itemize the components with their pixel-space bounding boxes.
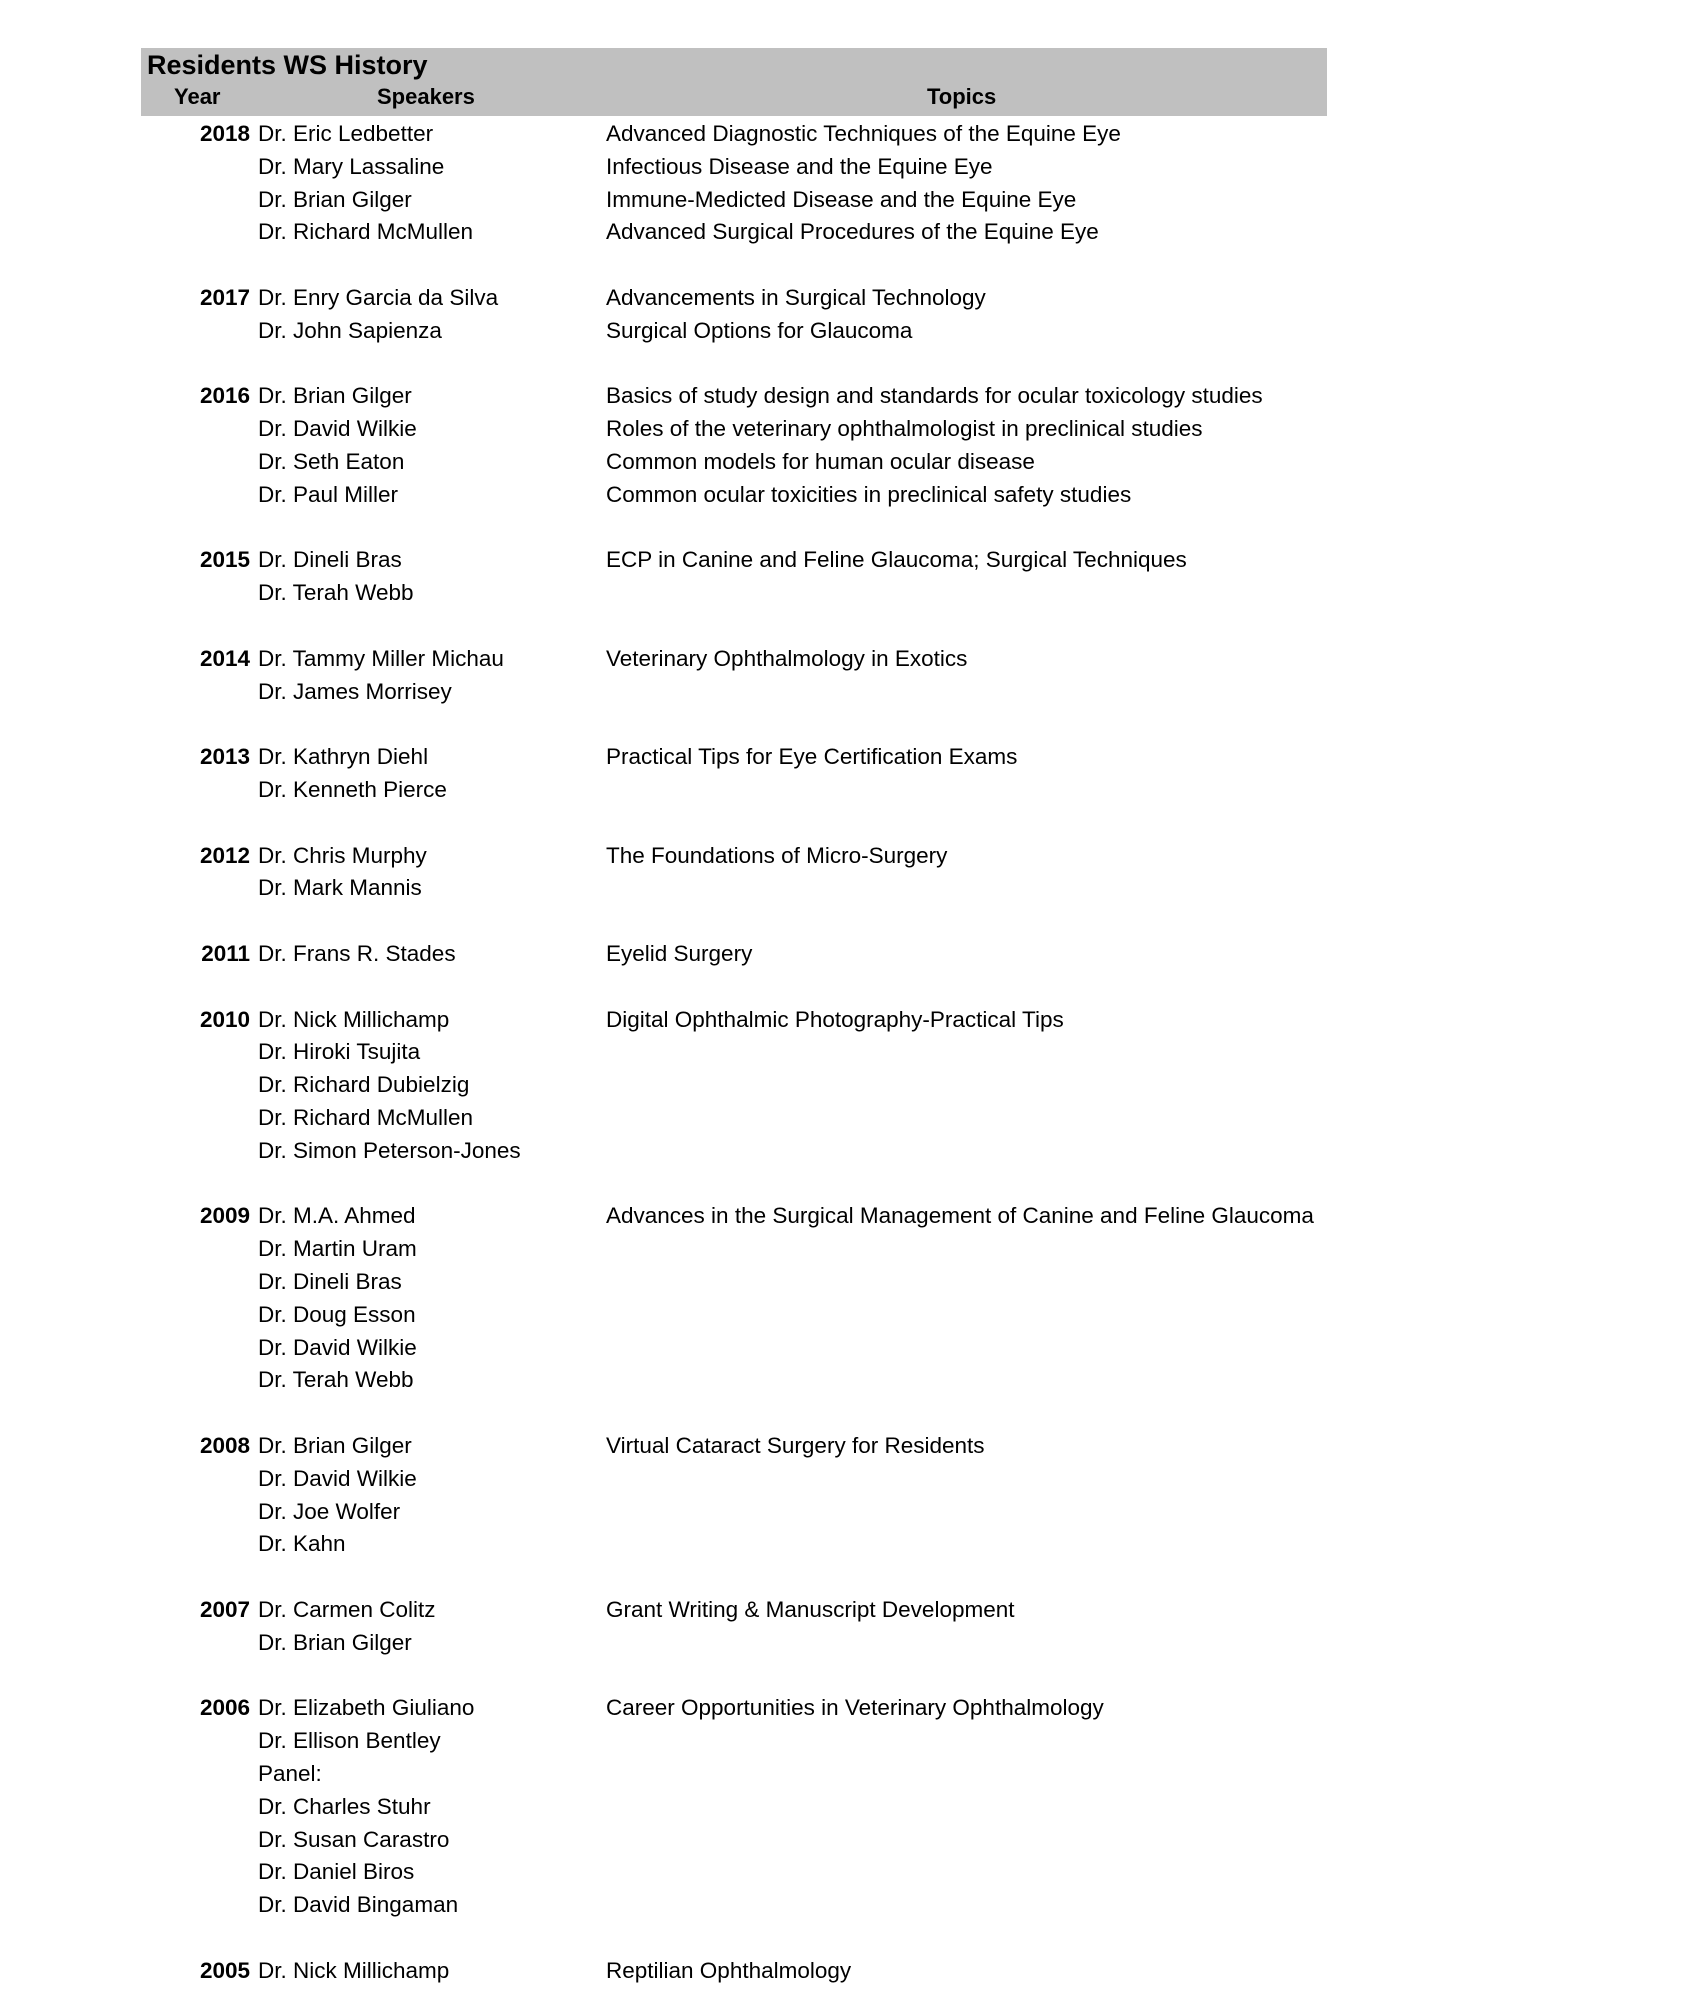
- topic-cell: Practical Tips for Eye Certification Exams: [606, 744, 1018, 770]
- table-row: [0, 1134, 1700, 1167]
- topic-cell: Common ocular toxicities in preclinical safety studies: [606, 481, 1132, 507]
- speaker-cell: Dr. Paul Miller: [258, 481, 399, 507]
- table-row: [0, 1265, 1700, 1298]
- speaker-cell: Dr. Terah Webb: [258, 580, 414, 606]
- speaker-cell: Dr. David Wilkie: [258, 1334, 417, 1360]
- table-row: [0, 150, 1700, 183]
- topic-cell: Career Opportunities in Veterinary Ophthalmology: [606, 1695, 1104, 1721]
- speaker-cell: Panel:: [258, 1761, 322, 1786]
- table-row: [0, 445, 1700, 478]
- table-row: [0, 1101, 1700, 1134]
- year-cell: 2015: [199, 547, 250, 573]
- speaker-cell: Dr. Nick Millichamp: [258, 1006, 450, 1032]
- topic-cell: Advancements in Surgical Technology: [606, 285, 986, 310]
- speaker-cell: Dr. Richard Dubielzig: [258, 1072, 470, 1098]
- topic-cell: Immune-Medicted Disease and the Equine Eye: [606, 186, 1077, 212]
- year-cell: 2010: [199, 1006, 250, 1032]
- topic-cell: Virtual Cataract Surgery for Residents: [606, 1433, 985, 1458]
- table-row: [0, 1790, 1700, 1823]
- year-cell: 2012: [199, 842, 250, 868]
- year-cell: 2009: [199, 1203, 250, 1229]
- table-row: [0, 412, 1700, 445]
- speaker-cell: Dr. Tammy Miller Michau: [258, 645, 504, 671]
- table-row: [0, 839, 1700, 872]
- speaker-cell: Dr. Nick Millichamp: [258, 1957, 450, 1983]
- table-row: [0, 1724, 1700, 1757]
- topic-cell: Eyelid Surgery: [606, 941, 753, 966]
- speaker-cell: Dr. James Morrisey: [258, 678, 452, 704]
- topic-cell: Surgical Options for Glaucoma: [606, 317, 913, 343]
- speaker-cell: Dr. Daniel Biros: [258, 1859, 415, 1885]
- table-row: [0, 478, 1700, 511]
- speaker-cell: Dr. Martin Uram: [258, 1236, 417, 1262]
- table-row: [0, 740, 1700, 773]
- topic-cell: Grant Writing & Manuscript Development: [606, 1597, 1015, 1622]
- table-row: [0, 1823, 1700, 1856]
- table-row: [0, 1429, 1700, 1462]
- speaker-cell: Dr. Elizabeth Giuliano: [258, 1695, 475, 1721]
- topic-cell: Common models for human ocular disease: [606, 449, 1035, 474]
- topic-cell: Infectious Disease and the Equine Eye: [606, 153, 993, 179]
- year-cell: 2017: [199, 285, 250, 310]
- speaker-cell: Dr. Brian Gilger: [258, 186, 412, 212]
- speaker-cell: Dr. Dineli Bras: [258, 1269, 402, 1294]
- speaker-cell: Dr. Enry Garcia da Silva: [258, 285, 499, 310]
- table-row: [0, 1363, 1700, 1396]
- year-cell: 2014: [199, 645, 250, 671]
- topic-cell: Advances in the Surgical Management of Canine and Feline Glaucoma: [606, 1203, 1314, 1229]
- speaker-cell: Dr. Simon Peterson-Jones: [258, 1137, 521, 1163]
- speaker-cell: Dr. Susan Carastro: [258, 1826, 450, 1852]
- table-row: [0, 314, 1700, 347]
- speaker-cell: Dr. David Wilkie: [258, 1465, 417, 1491]
- table-row: [0, 1035, 1700, 1068]
- year-cell: 2011: [201, 941, 250, 966]
- topic-cell: Basics of study design and standards for ocular toxicology studies: [606, 383, 1263, 409]
- speaker-cell: Dr. Hiroki Tsujita: [258, 1039, 421, 1065]
- table-row: [0, 576, 1700, 609]
- table-row: [0, 1757, 1700, 1790]
- speaker-cell: Dr. Brian Gilger: [258, 1433, 412, 1458]
- table-row: [0, 281, 1700, 314]
- column-header-year: Year: [174, 84, 221, 109]
- year-cell: 2016: [199, 383, 250, 409]
- table-row: [0, 1888, 1700, 1921]
- speaker-cell: Dr. Seth Eaton: [258, 449, 405, 474]
- speaker-cell: Dr. Mark Mannis: [258, 875, 422, 901]
- table-row: [0, 675, 1700, 708]
- table-row: [0, 642, 1700, 675]
- table-row: [0, 1068, 1700, 1101]
- speaker-cell: Dr. M.A. Ahmed: [258, 1203, 416, 1229]
- column-header-topics: Topics: [927, 84, 997, 109]
- speaker-cell: Dr. Terah Webb: [258, 1367, 414, 1393]
- speaker-cell: Dr. Kahn: [258, 1531, 346, 1557]
- speaker-cell: Dr. Charles Stuhr: [258, 1793, 431, 1819]
- table-row: [0, 1495, 1700, 1528]
- speaker-cell: Dr. Joe Wolfer: [258, 1498, 401, 1524]
- speaker-cell: Dr. Richard McMullen: [258, 1105, 474, 1130]
- topic-cell: Reptilian Ophthalmology: [606, 1957, 852, 1983]
- topic-cell: ECP in Canine and Feline Glaucoma; Surgical Techniques: [606, 547, 1187, 573]
- speaker-cell: Dr. Ellison Bentley: [258, 1728, 441, 1754]
- topic-cell: The Foundations of Micro-Surgery: [606, 842, 948, 868]
- speaker-cell: Dr. Frans R. Stades: [258, 941, 456, 966]
- speaker-cell: Dr. Carmen Colitz: [258, 1597, 436, 1622]
- table-row: [0, 1593, 1700, 1626]
- speaker-cell: Dr. Richard McMullen: [258, 219, 474, 245]
- year-cell: 2018: [199, 121, 250, 146]
- table-row: [0, 1527, 1700, 1560]
- table-row: [0, 215, 1700, 248]
- year-cell: 2008: [199, 1433, 250, 1458]
- document-title: Residents WS History: [147, 50, 428, 80]
- year-cell: 2006: [199, 1695, 250, 1721]
- speaker-cell: Dr. John Sapienza: [258, 317, 442, 343]
- speaker-cell: Dr. David Wilkie: [258, 416, 417, 442]
- speaker-cell: Dr. Dineli Bras: [258, 547, 402, 573]
- speaker-cell: Dr. Brian Gilger: [258, 1629, 412, 1655]
- table-row: [0, 1626, 1700, 1659]
- speaker-cell: Dr. Kathryn Diehl: [258, 744, 429, 770]
- table-row: [0, 183, 1700, 216]
- table-row: [0, 543, 1700, 576]
- table-row: [0, 379, 1700, 412]
- speaker-cell: Dr. Brian Gilger: [258, 383, 412, 409]
- table-row: [0, 1331, 1700, 1364]
- table-row: [0, 1855, 1700, 1888]
- speaker-cell: Dr. Chris Murphy: [258, 842, 427, 868]
- topic-cell: Digital Ophthalmic Photography-Practical Tips: [606, 1006, 1064, 1032]
- speaker-cell: Dr. David Bingaman: [258, 1892, 459, 1918]
- table-row: [0, 1003, 1700, 1036]
- speaker-cell: Dr. Kenneth Pierce: [258, 777, 447, 802]
- year-cell: 2007: [199, 1597, 250, 1622]
- table-row: [0, 1462, 1700, 1495]
- table-row: [0, 1232, 1700, 1265]
- year-cell: 2013: [199, 744, 250, 770]
- speaker-cell: Dr. Doug Esson: [258, 1301, 416, 1327]
- topic-cell: Veterinary Ophthalmology in Exotics: [606, 645, 968, 671]
- topic-cell: Roles of the veterinary ophthalmologist in preclinical studies: [606, 416, 1203, 442]
- table-row: [0, 937, 1700, 970]
- table-row: [0, 117, 1700, 150]
- topic-cell: Advanced Surgical Procedures of the Equine Eye: [606, 219, 1099, 245]
- year-cell: 2005: [199, 1957, 250, 1983]
- table-row: [0, 871, 1700, 904]
- table-row: [0, 1199, 1700, 1232]
- table-row: [0, 1954, 1700, 1987]
- speaker-cell: Dr. Mary Lassaline: [258, 153, 445, 179]
- table-row: [0, 1298, 1700, 1331]
- speaker-cell: Dr. Eric Ledbetter: [258, 121, 434, 146]
- table-row: [0, 1691, 1700, 1724]
- column-header-speakers: Speakers: [377, 84, 475, 109]
- topic-cell: Advanced Diagnostic Techniques of the Equine Eye: [606, 121, 1121, 146]
- table-row: [0, 773, 1700, 806]
